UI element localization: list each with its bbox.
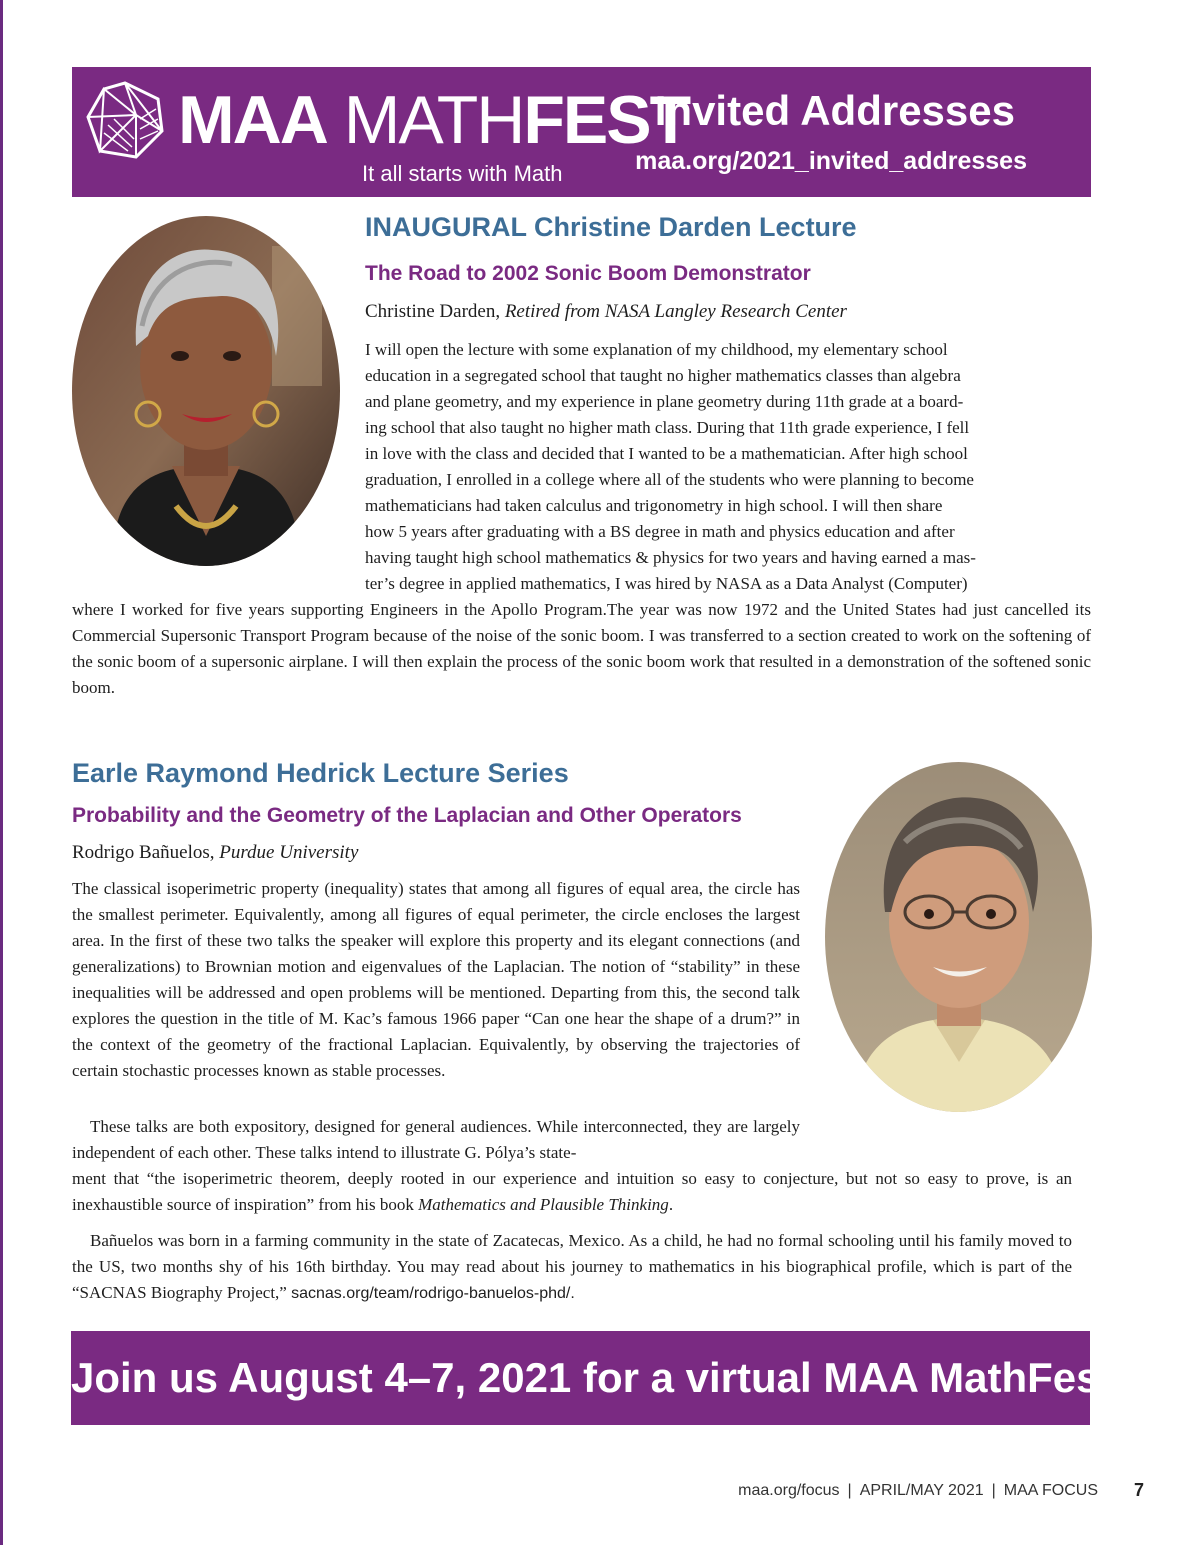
abstract-continued: where I worked for five years supporting Engineers in the Apollo Program.The year was now 1972 and the United States had just cancelled its Commercial Supersonic Transport Program because of the noise of the sonic boom. I was transferred to a section created to work on the softening of the sonic boom of a supersonic airplane. I will then explain the process of the sonic boom work that resulted in a demonstration of the softened sonic boom. bbox=[72, 600, 1091, 697]
page-edge-rule bbox=[0, 0, 3, 1545]
wordmark-maa: MAA bbox=[178, 82, 327, 158]
rodrigo-banuelos-photo bbox=[825, 762, 1092, 1112]
christine-darden-photo bbox=[72, 216, 340, 566]
invited-addresses-link[interactable]: maa.org/2021_invited_addresses bbox=[635, 147, 1027, 175]
abstract-paragraph-2-start: These talks are both expository, designed for general audiences. While interconnected, they are largely independent of each other. These talks intend to illustrate G. Pólya’s state- bbox=[72, 1117, 800, 1162]
abstract-paragraph-1: The classical isoperimetric property (inequality) states that among all figures of equal area, the circle has the smallest perimeter. Equivalently, among all figures of equal perimeter, the circle encloses the largest area. In the first of these two talks the speaker will explore this property and its elegant connections (and generalizations) to Brownian motion and eigenvalues of the Laplacian. The notion of “stability” in these inequalities will be addressed and open problems will be mentioned. Departing from this, the second talk explores the question in the title of M. Kac’s famous 1966 paper “Can one hear the shape of a drum?” in the context of the geometry of the fractional Laplacian. Equivalently, by observing the trajectories of certain stochastic processes known as stable processes. bbox=[72, 879, 800, 1080]
bio-paragraph bbox=[72, 1228, 1072, 1307]
footer-url[interactable]: maa.org/focus bbox=[738, 1482, 840, 1499]
footer-issue: APRIL/MAY 2021 bbox=[859, 1482, 984, 1499]
abstract-line: ter’s degree in applied mathematics, I was hired by NASA as a Data Analyst (Computer) bbox=[365, 574, 968, 593]
page-number: 7 bbox=[1134, 1480, 1145, 1500]
page-footer: maa.org/focus | APRIL/MAY 2021 | MAA FOCUS bbox=[738, 1482, 1098, 1499]
abstract-line: in love with the class and decided that I wanted to be a mathematician. After high school bbox=[365, 444, 968, 463]
abstract-paragraph-2-end bbox=[72, 1166, 1072, 1218]
abstract-line: and plane geometry, and my experience in plane geometry during 11th grade at a board- bbox=[365, 392, 964, 411]
wordmark-math: MATH bbox=[343, 82, 524, 158]
lecture1-speaker bbox=[365, 301, 847, 323]
abstract-line: how 5 years after graduating with a BS degree in math and physics education and after bbox=[365, 522, 955, 541]
speaker-affiliation: Retired from NASA Langley Research Center bbox=[504, 301, 847, 322]
abstract-line: having taught high school mathematics & physics for two years and having earned a mas- bbox=[365, 548, 976, 567]
footer-publication: MAA FOCUS bbox=[1003, 1482, 1098, 1499]
page-title: Invited Addresses bbox=[654, 87, 1015, 134]
abstract-line: I will open the lecture with some explanation of my childhood, my elementary school bbox=[365, 340, 948, 359]
abstract-lines bbox=[365, 337, 1081, 597]
speaker-name: Rodrigo Bañuelos, bbox=[72, 842, 215, 863]
speaker-affiliation: Purdue University bbox=[219, 842, 359, 863]
abstract-line: ing school that also taught no higher math class. During that 11th grade experience, I fell bbox=[365, 418, 970, 437]
header-banner bbox=[72, 67, 1091, 197]
lecture2-subtitle: Probability and the Geometry of the Laplacian and Other Operators bbox=[72, 804, 742, 827]
speaker-name: Christine Darden, bbox=[365, 301, 501, 322]
book-title: Mathematics and Plausible Thinking bbox=[418, 1195, 669, 1214]
event-banner: Join us August 4–7, 2021 for a virtual MAA MathFest! bbox=[71, 1331, 1090, 1425]
maa-logo-icon bbox=[84, 79, 166, 161]
paragraph-period: . bbox=[668, 1195, 674, 1214]
lecture2-title: Earle Raymond Hedrick Lecture Series bbox=[72, 758, 569, 788]
abstract-line: education in a segregated school that taught no higher mathematics classes than algebra bbox=[365, 366, 961, 385]
abstract-line: graduation, I enrolled in a college where all of the students who were planning to become bbox=[365, 470, 974, 489]
sacnas-profile-link[interactable]: sacnas.org/team/rodrigo-banuelos-phd/. bbox=[291, 1285, 575, 1302]
abstract-line: mathematicians had taken calculus and trigonometry in high school. I will then share bbox=[365, 496, 943, 515]
paragraph-text: ment that “the isoperimetric theorem, deeply rooted in our experience and intuition so easy to conjecture, but not so easy to prove, is an inexhaustible source of inspiration” from his book bbox=[72, 1169, 1072, 1214]
bio-text: Bañuelos was born in a farming community in the state of Zacatecas, Mexico. As a child, he had no formal schooling until his family moved to the US, two months shy of his 16th birthday. You may read about his journey to mathematics in his biographical profile, which is part of the “SACNAS Biography Project,” bbox=[72, 1231, 1072, 1302]
wordmark-fest: FEST bbox=[523, 82, 690, 158]
mathfest-wordmark bbox=[178, 82, 690, 158]
lecture1-subtitle: The Road to 2002 Sonic Boom Demonstrator bbox=[365, 262, 811, 285]
lecture1-title: INAUGURAL Christine Darden Lecture bbox=[365, 212, 857, 242]
lecture2-speaker bbox=[72, 842, 358, 864]
tagline: It all starts with Math bbox=[362, 161, 563, 186]
